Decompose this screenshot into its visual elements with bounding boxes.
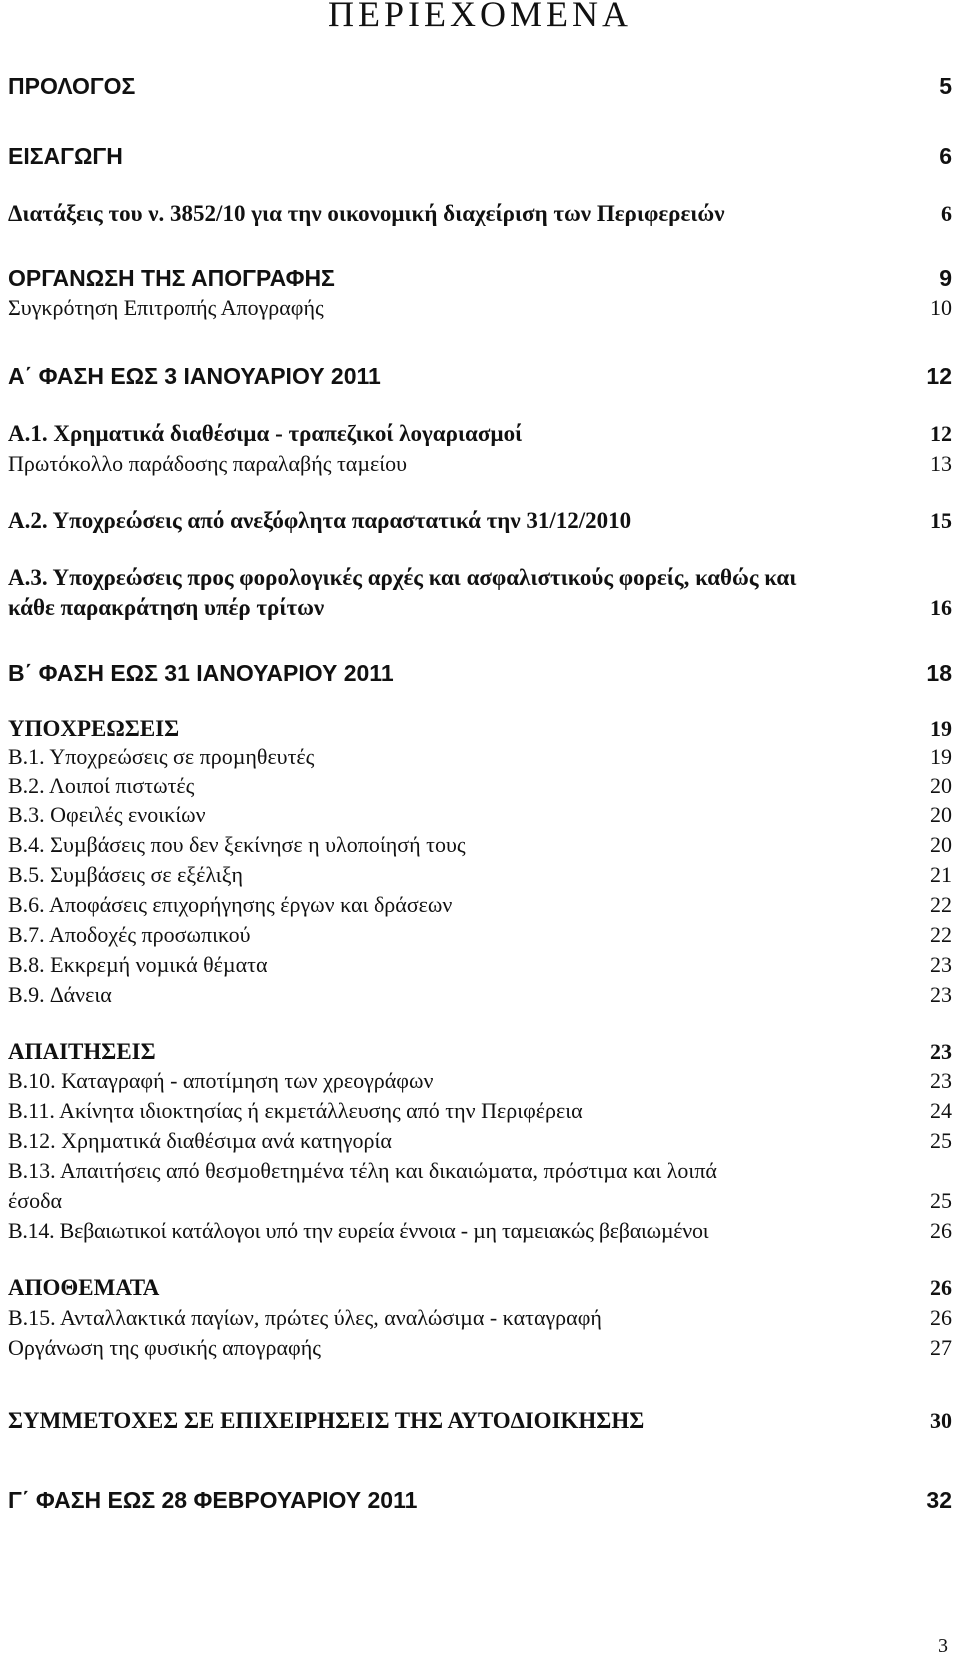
toc-entry[interactable] — [8, 657, 952, 689]
toc-entry[interactable] — [8, 770, 952, 802]
page-title: ΠΕΡΙΕΧΟΜΕΝΑ — [328, 0, 632, 34]
toc-entry-label: ΟΡΓΑΝΩΣΗ ΤΗΣ ΑΠΟΓΡΑΦΗΣ — [8, 265, 335, 291]
toc-entry-label: Α.2. Υποχρεώσεις από ανεξόφλητα παραστατικά την 31/12/2010 — [8, 508, 632, 533]
toc-entry[interactable] — [8, 1302, 952, 1334]
page-number: 3 — [938, 1635, 948, 1657]
toc-entry-label: ΠΡΟΛΟΓΟΣ — [8, 73, 136, 99]
toc-entry-label: Β.4. Συµβάσεις που δεν ξεκίνησε η υλοποίησή τους — [8, 832, 466, 857]
toc-entry[interactable] — [8, 859, 952, 891]
toc-entry-label: κάθε παρακράτηση υπέρ τρίτων — [8, 595, 325, 620]
toc-entry[interactable] — [8, 1036, 952, 1068]
toc-entry[interactable] — [8, 140, 952, 172]
toc-entry-page: 21 — [930, 862, 952, 887]
toc-entry-page: 15 — [930, 508, 952, 533]
toc-entry-page: 26 — [930, 1275, 952, 1300]
toc-entry-label: Α.3. Υποχρεώσεις προς φορολογικές αρχές και ασφαλιστικούς φορείς, καθώς και — [8, 565, 797, 590]
toc-entry[interactable] — [8, 70, 952, 102]
toc-entry-page: 5 — [939, 73, 952, 99]
toc-entry-label: Πρωτόκολλο παράδοσης παραλαβής ταµείου — [8, 451, 408, 476]
toc-entry[interactable] — [8, 1272, 952, 1304]
toc-entry-label: Διατάξεις του ν. 3852/10 για την οικονομική διαχείριση των Περιφερειών — [8, 201, 725, 226]
toc-entry-page: 22 — [930, 892, 952, 917]
toc-entry-label: Β.13. Απαιτήσεις από θεσµοθετηµένα τέλη και δικαιώµατα, πρόστιµα και λοιπά — [8, 1158, 717, 1183]
toc-entry-label: Β.14. Βεβαιωτικοί κατάλογοι υπό την ευρεία έννοια - µη ταµειακώς βεβαιωµένοι — [8, 1218, 709, 1243]
toc-entry-label: Β.2. Λοιποί πιστωτές — [8, 773, 195, 798]
toc-entry[interactable] — [8, 889, 952, 921]
toc-entry-page: 27 — [930, 1335, 952, 1360]
toc-entry-page: 10 — [930, 295, 952, 320]
toc-entry-page: 20 — [930, 802, 952, 827]
toc-entry-page: 24 — [930, 1098, 952, 1123]
toc-entry-label: Β.10. Καταγραφή - αποτίµηση των χρεογράφων — [8, 1068, 434, 1093]
toc-entry-label: Συγκρότηση Επιτροπής Απογραφής — [8, 295, 324, 320]
toc-entry[interactable] — [8, 1332, 952, 1364]
toc-entry[interactable] — [8, 418, 952, 450]
toc-entry-page: 9 — [939, 265, 952, 291]
toc-entry-page: 6 — [939, 143, 952, 169]
toc-entry-page: 20 — [930, 773, 952, 798]
toc-entry[interactable] — [8, 1405, 952, 1437]
toc-entry-label: ΑΠΑΙΤΗΣΕΙΣ — [8, 1039, 156, 1064]
toc-entry[interactable] — [8, 1125, 952, 1157]
toc-entry-label: Β.9. ∆άνεια — [8, 982, 112, 1007]
toc-entry-label: Β.15. Ανταλλακτικά παγίων, πρώτες ύλες, αναλώσιµα - καταγραφή — [8, 1305, 602, 1330]
toc-entry-label: Οργάνωση της φυσικής απογραφής — [8, 1335, 321, 1360]
toc-entry-page: 18 — [926, 660, 952, 686]
toc-entry-page: 13 — [930, 451, 952, 476]
toc-entry-label: έσοδα — [8, 1188, 62, 1213]
toc-entry-page: 23 — [930, 952, 952, 977]
toc-entry-continuation[interactable] — [8, 592, 952, 624]
toc-entry[interactable] — [8, 262, 952, 294]
toc-entry[interactable] — [8, 505, 952, 537]
toc-entry-page: 30 — [930, 1408, 952, 1433]
toc-entry[interactable] — [8, 1095, 952, 1127]
toc-entry-label: Β.12. Χρηµατικά διαθέσιµα ανά κατηγορία — [8, 1128, 392, 1153]
toc-entry-label: Β.8. Εκκρεµή νοµικά θέµατα — [8, 952, 268, 977]
toc-entry-label: Β.11. Ακίνητα ιδιοκτησίας ή εκµετάλλευσης από την Περιφέρεια — [8, 1098, 583, 1123]
toc-entry-label: ΕΙΣΑΓΩΓΗ — [8, 143, 123, 169]
toc-entry-page: 12 — [926, 363, 952, 389]
toc-entry[interactable] — [8, 979, 952, 1011]
toc-entry-label: ΑΠΟΘΕΜΑΤΑ — [8, 1275, 160, 1300]
toc-entry-label: Β.3. Οφειλές ενοικίων — [8, 802, 206, 827]
toc-entry-label: ΣΥΜΜΕΤΟΧΕΣ ΣΕ ΕΠΙΧΕΙΡΗΣΕΙΣ ΤΗΣ ΑΥΤΟ∆ΙΟΙΚΗΣΗΣ — [8, 1408, 645, 1433]
toc-entry[interactable] — [8, 198, 952, 230]
toc-entry[interactable] — [8, 292, 952, 324]
toc-entry-page: 22 — [930, 922, 952, 947]
toc-entry[interactable] — [8, 360, 952, 392]
toc-entry-page: 16 — [930, 595, 952, 620]
toc-entry[interactable] — [8, 1215, 952, 1247]
toc-entry-page: 6 — [941, 201, 952, 226]
toc-entry-label: Β.7. Αποδοχές προσωπικού — [8, 922, 251, 947]
toc-entry-page: 19 — [930, 716, 952, 741]
toc-entry-label: Β΄ ΦΑΣΗ ΕΩΣ 31 ΙΑΝΟΥΑΡΙΟΥ 2011 — [8, 660, 394, 686]
toc-entry-page: 25 — [930, 1128, 952, 1153]
toc-entry-label: Γ΄ ΦΑΣΗ ΕΩΣ 28 ΦΕΒΡΟΥΑΡΙΟΥ 2011 — [8, 1487, 418, 1513]
toc-entry-continuation[interactable] — [8, 1185, 952, 1217]
toc-entry[interactable] — [8, 949, 952, 981]
toc-entry[interactable] — [8, 741, 952, 773]
toc-entry-page: 20 — [930, 832, 952, 857]
toc-entry[interactable] — [8, 1484, 952, 1516]
toc-entry-page: 26 — [930, 1305, 952, 1330]
toc-entry[interactable] — [8, 829, 952, 861]
toc-entry-label: Α.1. Χρηµατικά διαθέσιµα - τραπεζικοί λογαριασµοί — [8, 421, 523, 446]
toc-entry-page: 23 — [930, 1068, 952, 1093]
toc-entry-label: ΥΠΟΧΡΕΩΣΕΙΣ — [8, 716, 180, 741]
toc-entry-page: 26 — [930, 1218, 952, 1243]
toc-entry[interactable] — [8, 448, 952, 480]
toc-entry[interactable] — [8, 562, 952, 594]
toc-entry-label: Β.1. Υποχρεώσεις σε προµηθευτές — [8, 744, 315, 769]
toc-entry-page: 12 — [930, 421, 952, 446]
toc-entry-page: 32 — [926, 1487, 952, 1513]
toc-entry[interactable] — [8, 799, 952, 831]
toc-entry-label: Α΄ ΦΑΣΗ ΕΩΣ 3 ΙΑΝΟΥΑΡΙΟΥ 2011 — [8, 363, 381, 389]
toc-entry[interactable] — [8, 919, 952, 951]
toc-entry[interactable] — [8, 1155, 952, 1187]
toc-entry-page: 23 — [930, 982, 952, 1007]
toc-entry-page: 19 — [930, 744, 952, 769]
toc-entry[interactable] — [8, 1065, 952, 1097]
toc-entry-page: 23 — [930, 1039, 952, 1064]
toc-entry-label: Β.6. Αποφάσεις επιχορήγησης έργων και δράσεων — [8, 892, 453, 917]
toc-entry-label: Β.5. Συµβάσεις σε εξέλιξη — [8, 862, 244, 887]
toc-entry-page: 25 — [930, 1188, 952, 1213]
